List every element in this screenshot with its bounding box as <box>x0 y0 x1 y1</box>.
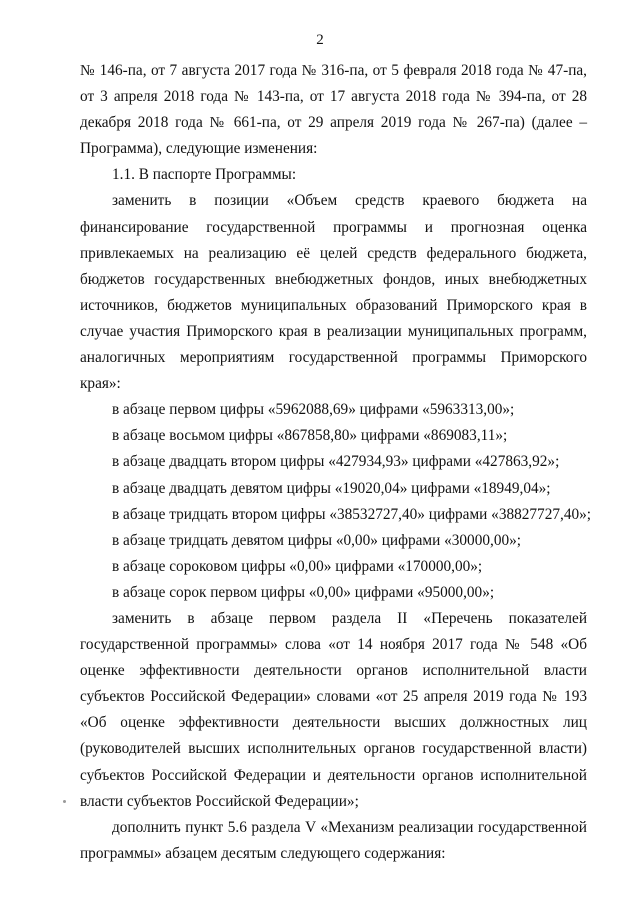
amendment-item: в абзаце сороковом цифры «0,00» цифрами «170000,00»; <box>112 557 483 575</box>
amendment-item: в абзаце тридцать девятом цифры «0,00» цифрами «30000,00»; <box>112 531 522 549</box>
section-two-amendment: заменить в абзаце первом раздела II «Перечень показателей государственной программы» слова «от 14 ноября 2017 года № 548 «Об оценке эффективности деятельности органов исполнительной власти субъектов Российской Федерации» словами «от 25 апреля 2019 года № 193 «Об оценке эффективности деятельности высших должностных лиц (руководителей высших исполнительных органов государственной власти) субъектов Российской Федерации и деятельности органов исполнительной власти субъектов Российской Федерации»; <box>80 609 587 810</box>
replacement-paragraph: заменить в позиции «Объем средств краевого бюджета на финансирование государственной программы и прогнозная оценка привлекаемых на реализацию её целей средств федерального бюджета, бюджетов государственных внебюджетных фондов, иных внебюджетных источников, бюджетов муниципальных образований Приморского края в случае участия Приморского края в реализации муниципальных программ, аналогичных мероприятиям государственной программы Приморского края»: <box>80 192 587 393</box>
scan-speck <box>63 800 66 803</box>
page-number: 2 <box>316 32 324 48</box>
document-body <box>80 58 592 867</box>
section-five-amendment: дополнить пункт 5.6 раздела V «Механизм реализации государственной программы» абзацем десятым следующего содержания: <box>80 818 587 862</box>
amendment-item: в абзаце восьмом цифры «867858,80» цифрами «869083,11»; <box>112 427 508 445</box>
intro-paragraph: № 146-па, от 7 августа 2017 года № 316-па, от 5 февраля 2018 года № 47-па, от 3 апреля 2018 года № 143-па, от 17 августа 2018 года № 394-па, от 28 декабря 2018 года № 661-па, от 29 апреля 2019 года № 267-па) (далее – Программа), следующие изменения: <box>80 62 587 158</box>
amendment-item: в абзаце двадцать втором цифры «427934,93» цифрами «427863,92»; <box>112 453 560 471</box>
amendment-item: в абзаце сорок первом цифры «0,00» цифрами «95000,00»; <box>112 583 495 601</box>
amendment-item: в абзаце первом цифры «5962088,69» цифрами «5963313,00»; <box>112 401 515 419</box>
amendment-item: в абзаце двадцать девятом цифры «19020,04» цифрами «18949,04»; <box>112 479 551 497</box>
amendment-item: в абзаце тридцать втором цифры «38532727,40» цифрами «38827727,40»; <box>112 505 592 523</box>
section-heading: 1.1. В паспорте Программы: <box>112 166 297 184</box>
